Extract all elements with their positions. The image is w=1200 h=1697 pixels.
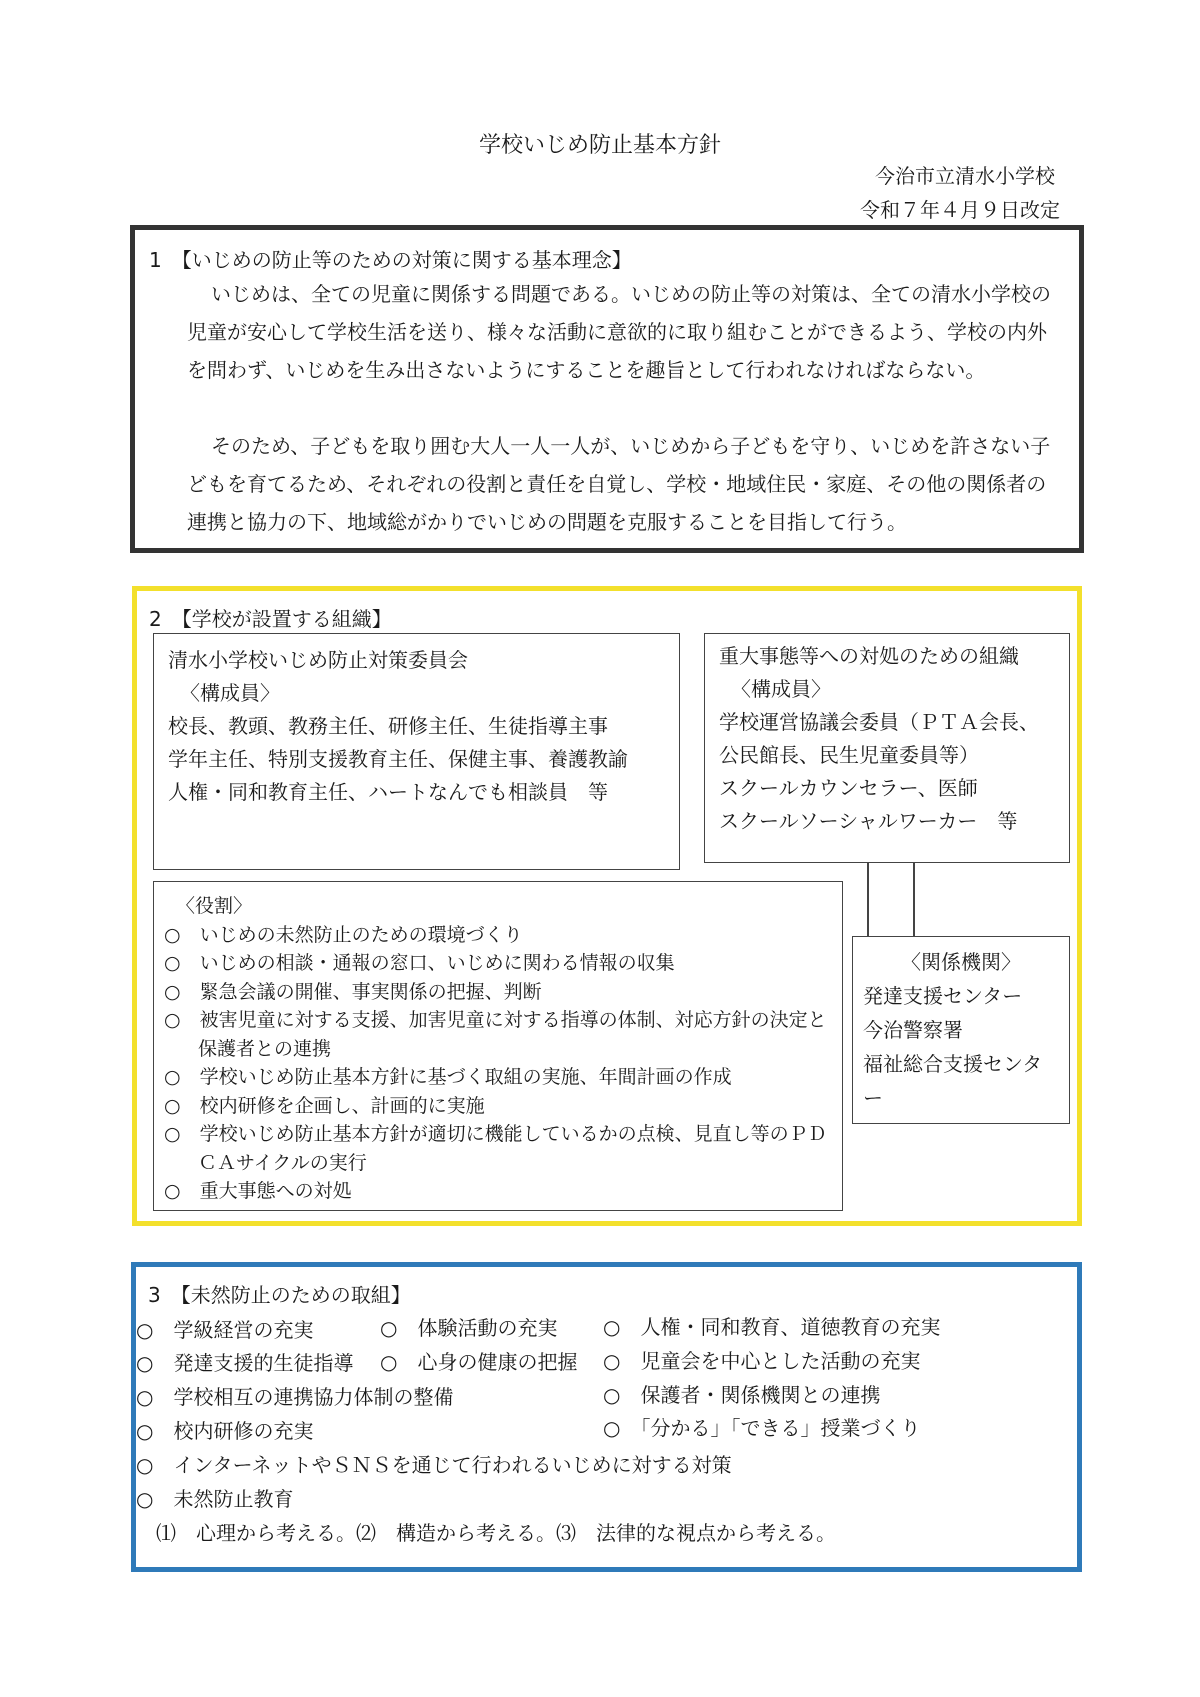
committee-member-line: 学年主任、特別支援教育主任、保健主事、養護教諭 [168,747,628,771]
connector-line [867,863,869,936]
section3-heading: 3 【未然防止のための取組】 [148,1283,411,1307]
prevention-item: ○ 人権・同和教育、道徳教育の充実 [603,1315,941,1339]
roles-box [153,881,843,1211]
page-title: 学校いじめ防止基本方針 [478,133,721,158]
prevention-item: ○ 学校相互の連携協力体制の整備 [136,1385,454,1409]
role-item: ○ いじめの相談・通報の窓口、いじめに関わる情報の収集 [164,952,675,974]
serious-member-line: 公民館長、民生児童委員等） [719,743,979,767]
section2-heading: 2 【学校が設置する組織】 [149,607,392,631]
serious-incident-box [704,633,1070,863]
section-basic-philosophy [130,225,1084,553]
role-item: ○ いじめの未然防止のための環境づくり [164,923,523,946]
section1-heading: 1 【いじめの防止等のための対策に関する基本理念】 [149,248,632,272]
prevention-item: ○ 学級経営の充実 [136,1318,314,1342]
committee-box [153,633,680,870]
prevention-item: ○ 校内研修の充実 [136,1419,314,1443]
committee-members-label: 〈構成員〉 [180,681,280,705]
prevention-sub-items: ⑴ 心理から考える。⑵ 構造から考える。⑶ 法律的な視点から考える。 [156,1521,836,1545]
agencies-label: 〈関係機関〉 [901,950,1021,974]
prevention-item: ○ 発達支援的生徒指導 [136,1351,354,1375]
connector-line [913,863,915,936]
agency-item: 発達支援センター [863,984,1023,1008]
role-item: ○ 被害児童に対する支援、加害児童に対する指導の体制、対応方針の決定と保護者との連携 [164,1009,827,1060]
prevention-item: ○ 体験活動の充実 [380,1316,558,1340]
serious-member-line: スクールソーシャルワーカー 等 [719,809,1018,833]
role-item: ○ 校内研修を企画し、計画的に実施 [164,1094,485,1117]
school-name: 今治市立清水小学校 [875,164,1055,188]
agency-item: 福祉総合支援センター [863,1052,1043,1110]
roles-label: 〈役割〉 [176,895,253,917]
section1-paragraph-1: いじめは、全ての児童に関係する問題である。いじめの防止等の対策は、全ての清水小学校の児童が安心して学校生活を送り、様々な活動に意欲的に取り組むことができるよう、学校の内外を問わず、いじめを生み出さないようにすることを趣旨として行われなければならない。 [187,282,1051,382]
serious-member-line: スクールカウンセラー、医師 [719,776,978,800]
serious-members-label: 〈構成員〉 [731,677,831,701]
revision-date: 令和７年４月９日改定 [860,198,1060,222]
committee-name: 清水小学校いじめ防止対策委員会 [168,648,468,672]
role-item: ○ 緊急会議の開催、事実関係の把握、判断 [164,980,542,1003]
agency-item: 今治警察署 [863,1018,963,1042]
prevention-item: ○ 未然防止教育 [136,1487,294,1511]
related-agencies-box [852,936,1070,1124]
prevention-item: ○ 保護者・関係機関との連携 [603,1383,881,1407]
prevention-item: ○ 「分かる」「できる」授業づくり [603,1416,921,1440]
role-item: ○ 学校いじめ防止基本方針に基づく取組の実施、年間計画の作成 [164,1066,732,1088]
section-prevention-efforts [131,1262,1082,1572]
committee-member-line: 校長、教頭、教務主任、研修主任、生徒指導主事 [168,714,608,738]
prevention-item: ○ 児童会を中心とした活動の充実 [603,1349,921,1373]
section1-paragraph-2: そのため、子どもを取り囲む大人一人一人が、いじめから子どもを守り、いじめを許さない子どもを育てるため、それぞれの役割と責任を自覚し、学校・地域住民・家庭、その他の関係者の連携と協力の下、地域総がかりでいじめの問題を克服することを目指して行う。 [187,434,1051,534]
serious-member-line: 学校運営協議会委員（ＰＴＡ会長、 [719,710,1039,734]
prevention-item: ○ インターネットやＳＮＳを通じて行われるいじめに対する対策 [136,1453,732,1477]
prevention-item: ○ 心身の健康の把握 [380,1350,578,1374]
serious-org-name: 重大事態等への対処のための組織 [719,644,1019,668]
committee-member-line: 人権・同和教育主任、ハートなんでも相談員 等 [168,780,608,804]
role-item: ○ 学校いじめ防止基本方針が適切に機能しているかの点検、見直し等のＰＤＣＡサイクルの実行 [164,1123,827,1174]
role-item: ○ 重大事態への対処 [164,1180,352,1202]
section-school-organization [132,586,1082,1226]
